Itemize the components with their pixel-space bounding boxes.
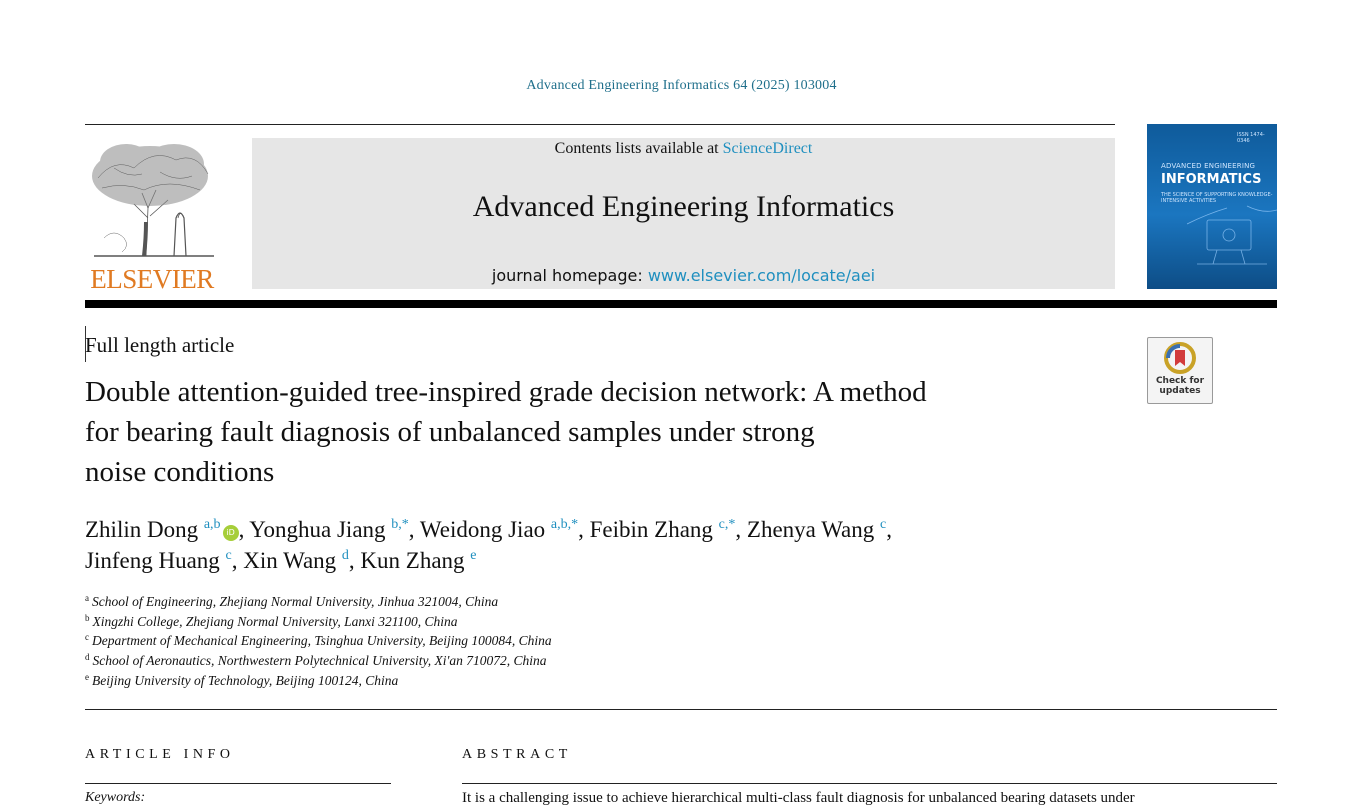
abstract-heading: ABSTRACT	[462, 747, 572, 762]
abstract-text: It is a challenging issue to achieve hierarchical multi-class fault diagnosis for unbalanced bearing datasets under	[462, 790, 1135, 806]
author-affil-sup[interactable]: e	[470, 548, 477, 563]
affiliation-item	[85, 592, 552, 612]
orcid-icon[interactable]: iD	[223, 525, 239, 541]
cover-line1: ADVANCED ENGINEERING	[1161, 162, 1256, 170]
contents-line	[252, 140, 1115, 158]
author-name[interactable]: Kun Zhang	[360, 548, 471, 573]
affiliation-sup: e	[85, 671, 89, 682]
affiliation-text: School of Aeronautics, Northwestern Polytechnical University, Xi'an 710072, China	[92, 653, 547, 669]
author-name[interactable]: Feibin Zhang	[589, 517, 719, 542]
author-name[interactable]: Xin Wang	[243, 548, 342, 573]
cover-issn: ISSN 1474-0346	[1237, 132, 1265, 144]
abstract-rule	[462, 783, 1277, 784]
author-affil-sup[interactable]: a,b,*	[550, 517, 579, 532]
author-affil-sup[interactable]: c	[880, 517, 887, 532]
check-updates-icon	[1164, 342, 1196, 374]
author-sep: ,	[348, 548, 361, 573]
affiliation-text: School of Engineering, Zhejiang Normal University, Jinhua 321004, China	[92, 594, 499, 609]
author-affil-sup[interactable]: a,b	[203, 517, 221, 532]
article-info-rule	[85, 783, 391, 784]
affiliation-sup: a	[85, 593, 89, 603]
sciencedirect-link[interactable]: ScienceDirect	[722, 140, 813, 157]
homepage-prefix: journal homepage:	[491, 266, 648, 285]
affiliation-item	[85, 631, 552, 651]
affiliation-text: Beijing University of Technology, Beijing 100124, China	[92, 672, 399, 688]
journal-title: Advanced Engineering Informatics	[472, 190, 895, 223]
title-line: Double attention-guided tree-inspired grade decision network: A method	[85, 376, 927, 408]
section-divider	[85, 709, 1277, 710]
title-line: for bearing fault diagnosis of unbalanced samples under strong	[85, 416, 815, 448]
author-sep: ,	[735, 517, 747, 542]
article-info-heading: ARTICLE INFO	[85, 747, 235, 762]
affiliation-sup: c	[85, 632, 89, 643]
check-for-updates-button[interactable]	[1147, 337, 1213, 404]
title-line: noise conditions	[85, 456, 275, 488]
publisher-name: ELSEVIER	[90, 264, 214, 294]
author-name[interactable]: Yonghua Jiang	[249, 517, 392, 542]
affiliation-item	[85, 671, 552, 691]
journal-reference[interactable]: Advanced Engineering Informatics 64 (2025) 103004	[526, 78, 837, 93]
affiliation-sup: d	[85, 652, 90, 663]
authors-line-1	[85, 514, 1185, 545]
affiliation-list	[85, 592, 552, 691]
author-sep: ,	[578, 517, 590, 542]
author-affil-sup[interactable]: b,*	[391, 517, 409, 532]
author-sep: ,	[231, 548, 244, 573]
author-affil-sup[interactable]: c	[225, 548, 232, 563]
authors-line-2	[85, 545, 1185, 576]
affiliation-text: Department of Mechanical Engineering, Tsinghua University, Beijing 100084, China	[92, 633, 552, 649]
thick-divider	[85, 300, 1277, 308]
affiliation-item	[85, 612, 552, 632]
cover-art-icon	[1187, 204, 1277, 284]
author-name[interactable]: Weidong Jiao	[419, 517, 551, 542]
article-type: Full length article	[85, 333, 235, 357]
journal-banner	[252, 138, 1115, 289]
tree-icon	[84, 138, 220, 262]
author-affil-sup[interactable]: c,*	[718, 517, 736, 532]
header-rule	[85, 124, 1115, 125]
author-name[interactable]: Zhenya Wang	[746, 517, 881, 542]
paper-title	[85, 372, 1125, 492]
journal-cover[interactable]	[1147, 124, 1277, 289]
author-sep: ,	[886, 517, 892, 542]
cover-line2: INFORMATICS	[1161, 172, 1262, 187]
affiliation-item	[85, 651, 552, 671]
check-updates-label-2: updates	[1159, 386, 1201, 396]
cover-line3: THE SCIENCE OF SUPPORTING KNOWLEDGE-INTENSIVE ACTIVITIES	[1161, 192, 1273, 204]
homepage-link[interactable]: www.elsevier.com/locate/aei	[647, 266, 876, 285]
author-sep: ,	[408, 517, 420, 542]
elsevier-logo[interactable]	[84, 138, 220, 294]
author-list	[85, 514, 1185, 576]
affiliation-sup: b	[85, 612, 90, 623]
author-affil-sup[interactable]: d	[341, 548, 349, 563]
check-updates-label-1: Check for	[1155, 376, 1205, 386]
author-name[interactable]: Jinfeng Huang	[85, 548, 226, 573]
author-name[interactable]: Zhilin Dong	[85, 517, 204, 542]
author-sep: ,	[238, 517, 250, 542]
contents-prefix: Contents lists available at	[554, 140, 723, 157]
keywords-label: Keywords:	[85, 790, 146, 805]
affiliation-text: Xingzhi College, Zhejiang Normal University, Lanxi 321100, China	[92, 613, 458, 629]
homepage-line	[252, 266, 1115, 285]
check-updates-label	[1148, 376, 1212, 396]
